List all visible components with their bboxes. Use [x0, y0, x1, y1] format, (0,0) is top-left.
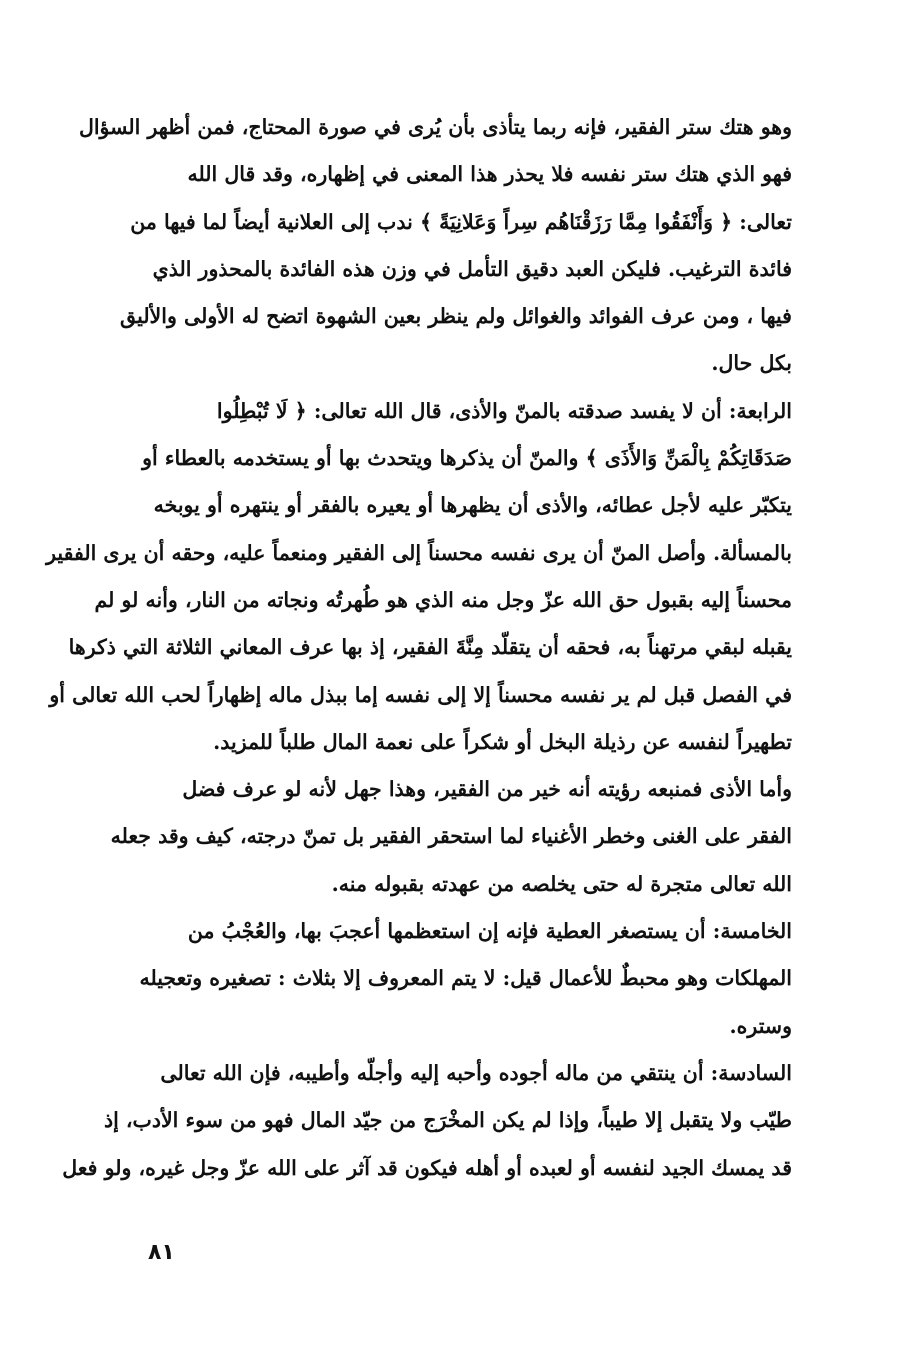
- text-line: الرابعة: أن لا يفسد صدقته بالمنّ والأذى، قال الله تعالى: ﴿ لَا تُبْطِلُوا: [216, 398, 792, 423]
- text-line: بكل حال.: [711, 351, 792, 376]
- text-line: يتكبّر عليه لأجل عطائه، والأذى أن يظهرها أو يعيره بالفقر أو ينتهره أو يوبخه: [153, 493, 792, 518]
- text-line: يقبله لبقي مرتهناً به، فحقه أن يتقلّد مِنَّةَ الفقير، إذ بها عرف المعاني الثلاثة التي ذكرها: [68, 635, 792, 660]
- text-line: محسناً إليه بقبول حق الله عزّ وجل منه الذي هو طُهرتُه ونجاته من النار، وأنه لو لم: [94, 587, 792, 612]
- text-line: قد يمسك الجيد لنفسه أو لعبده أو أهله فيكون قد آثر على الله عزّ وجل غيره، ولو فعل: [62, 1155, 792, 1180]
- text-line: فهو الذي هتك ستر نفسه فلا يحذر هذا المعنى في إظهاره، وقد قال الله: [187, 162, 792, 187]
- text-line: الفقر على الغنى وخطر الأغنياء لما استحقر الفقير بل تمنّ درجته، كيف وقد جعله: [110, 824, 792, 849]
- page-number: ٨١: [148, 1240, 175, 1265]
- text-line: تعالى: ﴿ وَأَنْفَقُوا مِمَّا رَزَقْنَاهُم سِراً وَعَلانِيَةً ﴾ ندب إلى العلانية أيضاً لما فيها من: [130, 209, 792, 234]
- body-text: [46, 104, 792, 1192]
- text-line: فائدة الترغيب. فليكن العبد دقيق التأمل في وزن هذه الفائدة بالمحذور الذي: [152, 256, 792, 281]
- text-line: فيها ، ومن عرف الفوائد والغوائل ولم ينظر بعين الشهوة اتضح له الأولى والأليق: [120, 304, 792, 329]
- text-line: وهو هتك ستر الفقير، فإنه ربما يتأذى بأن يُرى في صورة المحتاج، فمن أظهر السؤال: [78, 115, 792, 139]
- text-line: وستره.: [729, 1013, 792, 1038]
- text-line: تطهيراً لنفسه عن رذيلة البخل أو شكراً على نعمة المال طلباً للمزيد.: [213, 729, 792, 754]
- text-line: طيّب ولا يتقبل إلا طيباً، وإذا لم يكن المخْرَج من جيّد المال فهو من سوء الأدب، إذ: [103, 1108, 792, 1133]
- text-line: بالمسألة. وأصل المنّ أن يرى نفسه محسناً إلى الفقير ومنعماً عليه، وحقه أن يرى الفقير: [46, 540, 792, 565]
- text-line: المهلكات وهو محبطٌ للأعمال قيل: لا يتم المعروف إلا بثلاث : تصغيره وتعجيله: [139, 966, 792, 991]
- text-line: وأما الأذى فمنبعه رؤيته أنه خير من الفقير، وهذا جهل لأنه لو عرف فضل: [182, 777, 792, 802]
- text-line: الله تعالى متجرة له حتى يخلصه من عهدته بقبوله منه.: [331, 871, 792, 896]
- text-line: السادسة: أن ينتقي من ماله أجوده وأحبه إليه وأجلّه وأطيبه، فإن الله تعالى: [160, 1060, 792, 1085]
- text-line: في الفصل قبل لم ير نفسه محسناً إلا إلى نفسه إما ببذل ماله إظهاراً لحب الله تعالى أو: [49, 682, 792, 707]
- text-line: صَدَقَاتِكُمْ بِالْمَنِّ وَالأَذَى ﴾ والمنّ أن يذكرها ويتحدث بها أو يستخدمه بالعطاء أو: [142, 446, 792, 471]
- text-line: الخامسة: أن يستصغر العطية فإنه إن استعظمها أعجبَ بها، والعُجْبُ من: [187, 919, 792, 944]
